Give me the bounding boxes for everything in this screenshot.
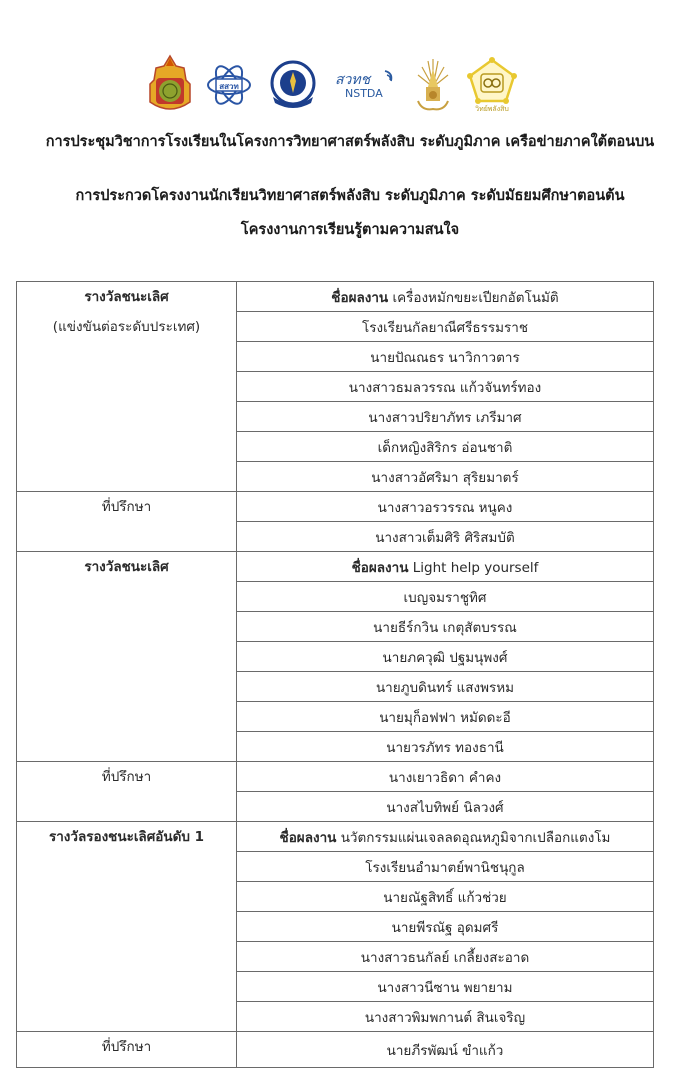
table-row bbox=[17, 282, 654, 312]
conference-title: การประชุมวิชาการโรงเรียนในโครงการวิทยาศาสตร์พลังสิบ ระดับภูมิภาค เครือข่ายภาคใต้ตอนบน bbox=[45, 134, 655, 150]
award-cell bbox=[17, 282, 237, 492]
table-row bbox=[17, 1032, 654, 1068]
table-row bbox=[17, 492, 654, 522]
advisor-label: ที่ปรึกษา bbox=[101, 1039, 152, 1055]
ipst-logo-text: สสวท bbox=[219, 82, 240, 91]
nstda-en-text: NSTDA bbox=[345, 87, 383, 100]
science-power-logo bbox=[466, 57, 518, 113]
award-title: รางวัลรองชนะเลิศอันดับ 1 bbox=[48, 829, 205, 845]
project-name-label: ชื่อผลงาน bbox=[351, 559, 409, 576]
student-name: นางสาวอัศริมา สุริยมาตร์ bbox=[237, 462, 654, 492]
project-name: Light help yourself bbox=[412, 559, 539, 576]
table-row bbox=[17, 822, 654, 852]
school-name: โรงเรียนอำมาตย์พานิชนุกูล bbox=[237, 852, 654, 882]
award-cell bbox=[17, 822, 237, 1032]
competition-title: การประกวดโครงงานนักเรียนวิทยาศาสตร์พลังสิบ ระดับภูมิภาค ระดับมัธยมศึกษาตอนต้น bbox=[75, 188, 625, 204]
project-name-label: ชื่อผลงาน bbox=[279, 829, 337, 846]
advisor-name: นางสไบทิพย์ นิลวงศ์ bbox=[237, 792, 654, 822]
student-name: นายมุก็อฟฟา หมัดดะอี bbox=[237, 702, 654, 732]
advisor-name: นางสาวเต็มศิริ ศิริสมบัติ bbox=[237, 522, 654, 552]
advisor-name: นางสาวอรวรรณ หนูคง bbox=[237, 492, 654, 522]
project-name: นวัตกรรมแผ่นเจลลดอุณหภูมิจากเปลือกแตงโม bbox=[340, 829, 611, 846]
project-name-cell bbox=[237, 822, 654, 852]
student-name: นางสาวนีซาน พยายาม bbox=[237, 972, 654, 1002]
project-name: เครื่องหมักขยะเปียกอัตโนมัติ bbox=[392, 289, 559, 306]
project-name-label: ชื่อผลงาน bbox=[331, 289, 389, 306]
award-title: รางวัลชนะเลิศ bbox=[84, 559, 169, 575]
awards-table bbox=[16, 281, 654, 1068]
table-row bbox=[17, 762, 654, 792]
student-name: นางสาวธมลวรรณ แก้วจันทร์ทอง bbox=[237, 372, 654, 402]
project-name-cell bbox=[237, 552, 654, 582]
student-name: นางสาวปริยาภัทร เภรีมาศ bbox=[237, 402, 654, 432]
student-name: นางสาวพิมพกานต์ สินเจริญ bbox=[237, 1002, 654, 1032]
advisor-name: นายภีรพัฒน์ ขำแก้ว bbox=[237, 1032, 654, 1068]
advisor-label-cell bbox=[17, 1032, 237, 1068]
royal-emblem-logo bbox=[414, 57, 452, 113]
category-title: โครงงานการเรียนรู้ตามความสนใจ bbox=[240, 222, 460, 238]
advisor-label-cell bbox=[17, 762, 237, 822]
mahidol-logo bbox=[267, 59, 319, 111]
award-cell bbox=[17, 552, 237, 762]
nstda-thai-text: สวทช bbox=[335, 72, 371, 88]
school-name: โรงเรียนกัลยาณีศรีธรรมราช bbox=[237, 312, 654, 342]
advisor-label: ที่ปรึกษา bbox=[101, 769, 152, 785]
student-name: นายณัฐสิทธิ์ แก้วช่วย bbox=[237, 882, 654, 912]
advisor-name: นางเยาวธิดา คำคง bbox=[237, 762, 654, 792]
student-name: นายภควุฒิ ปฐมนุพงศ์ bbox=[237, 642, 654, 672]
project-name-cell bbox=[237, 282, 654, 312]
logo-strip bbox=[148, 52, 518, 118]
science-power-text: วิทย์พลังสิบ bbox=[475, 105, 509, 113]
student-name: นายพีรณัฐ อุดมศรี bbox=[237, 912, 654, 942]
award-title: รางวัลชนะเลิศ bbox=[84, 289, 169, 305]
student-name: นายปัณณธร นาวิกาวตาร bbox=[237, 342, 654, 372]
advisor-label-cell bbox=[17, 492, 237, 552]
student-name: นางสาวธนกัลย์ เกลี้ยงสะอาด bbox=[237, 942, 654, 972]
school-name: เบญจมราชูทิศ bbox=[237, 582, 654, 612]
table-row bbox=[17, 552, 654, 582]
student-name: นายภูบดินทร์ แสงพรหม bbox=[237, 672, 654, 702]
ipst-logo bbox=[206, 60, 252, 110]
student-name: นายวรภัทร ทองธานี bbox=[237, 732, 654, 762]
obec-logo bbox=[148, 54, 192, 116]
nstda-logo bbox=[333, 67, 399, 103]
student-name: เด็กหญิงสิริกร อ่อนชาติ bbox=[237, 432, 654, 462]
student-name: นายธีร์กวิน เกตุสัตบรรณ bbox=[237, 612, 654, 642]
advisor-label: ที่ปรึกษา bbox=[101, 499, 152, 515]
award-note: (แข่งขันต่อระดับประเทศ) bbox=[52, 319, 201, 335]
